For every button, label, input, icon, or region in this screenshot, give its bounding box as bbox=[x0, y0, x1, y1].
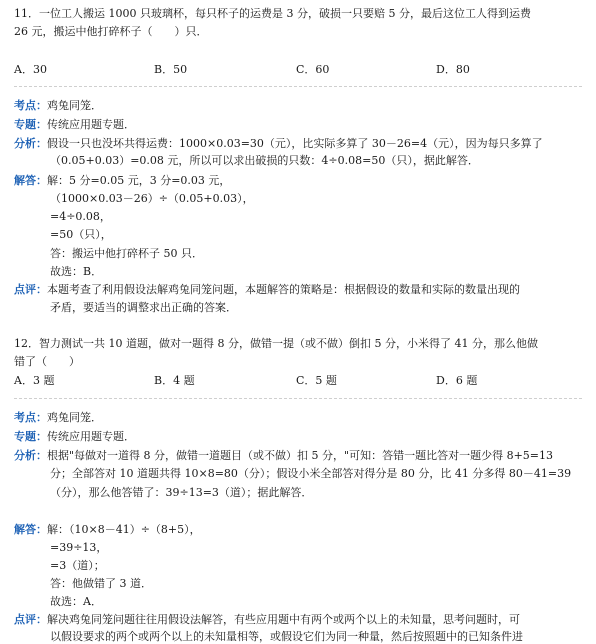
q12-fenxi-label: 分析： bbox=[14, 449, 47, 462]
q12-kaodian-text: 鸡兔同笼． bbox=[47, 411, 102, 424]
q12-jieda-line2: =39÷13， bbox=[50, 541, 108, 554]
q12-dianping-line1: 解决鸡兔同笼问题往往用假设法解答，有些应用题中有两个或两个以上的未知量，思考问题时，可 bbox=[47, 613, 520, 626]
q11-zhuanti-label: 专题： bbox=[14, 118, 47, 131]
q12-zhuanti-text: 传统应用题专题． bbox=[47, 430, 135, 443]
q12-kaodian bbox=[14, 410, 102, 425]
q11-zhuanti-text: 传统应用题专题． bbox=[47, 118, 135, 131]
q11-option-a: A．30 bbox=[14, 63, 47, 76]
q12-jieda-line5: 故选：A． bbox=[50, 595, 102, 608]
q11-fenxi-line1: 假设一只也没坏共得运费：1000×0.03=30（元），比实际多算了 30－26=4（元），因为每只多算了 bbox=[47, 137, 543, 150]
q12-jieda-label: 解答： bbox=[14, 523, 47, 536]
q11-jieda-label: 解答： bbox=[14, 174, 47, 187]
q11-option-b: B．50 bbox=[154, 63, 188, 76]
q12-zhuanti-label: 专题： bbox=[14, 430, 47, 443]
q11-jieda-line3: =4÷0.08， bbox=[50, 210, 111, 223]
q11-jieda-line4: =50（只）， bbox=[50, 228, 112, 241]
q12-dianping-label: 点评： bbox=[14, 613, 47, 626]
q12-fenxi-line3: （分），那么他答错了：39÷13=3（道）；据此解答． bbox=[50, 486, 313, 499]
q11-fenxi-label: 分析： bbox=[14, 137, 47, 150]
q11-stem-line1: 11．一位工人搬运 1000 只玻璃杯，每只杯子的运费是 3 分，破损一只要赔 5 分，最后这位工人得到运费 bbox=[14, 7, 531, 20]
q11-jieda-line5: 答：搬运中他打碎杯子 50 只． bbox=[50, 247, 203, 260]
q12-option-a: A．3 题 bbox=[14, 374, 55, 387]
q11-fenxi-line2: （0.05+0.03）=0.08 元，所以可以求出破损的只数：4÷0.08=50（只），据此解答． bbox=[50, 154, 479, 167]
q11-dianping-line1: 本题考查了利用假设法解鸡兔同笼问题，本题解答的策略是：根据假设的数量和实际的数量出现的 bbox=[47, 283, 520, 296]
q12-divider bbox=[14, 398, 582, 399]
q11-kaodian-text: 鸡兔同笼． bbox=[47, 99, 102, 112]
q11-dianping bbox=[14, 282, 520, 297]
q12-dianping bbox=[14, 612, 520, 627]
q11-kaodian-label: 考点： bbox=[14, 99, 47, 112]
q12-fenxi-line1: 根据"每做对一道得 8 分，做错一道题目（或不做）扣 5 分，"可知：答错一题比答对一题少得 8+5=13 bbox=[47, 449, 554, 462]
q12-fenxi-line2: 分；全部答对 10 道题共得 10×8=80（分）；假设小米全部答对得分是 80 分，比 41 分多得 80－41=39 bbox=[50, 467, 572, 480]
q12-jieda-line4: 答：他做错了 3 道． bbox=[50, 577, 152, 590]
q11-jieda bbox=[14, 173, 230, 188]
q11-jieda-line6: 故选：B． bbox=[50, 265, 103, 278]
q12-stem-line2: 错了（ ） bbox=[14, 355, 80, 368]
q12-jieda-line1: 解：（10×8－41）÷（8+5）， bbox=[47, 523, 201, 536]
q12-stem-line1: 12．智力测试一共 10 道题，做对一题得 8 分，做错一提（或不做）倒扣 5 分，小米得了 41 分，那么他做 bbox=[14, 337, 538, 350]
q12-zhuanti bbox=[14, 429, 135, 444]
q12-jieda-line3: =3（道）； bbox=[50, 559, 105, 572]
q12-fenxi bbox=[14, 448, 553, 463]
q12-dianping-line2: 以假设要求的两个或两个以上的未知量相等，或假设它们为同一种量，然后按照题中的已知条件进 bbox=[50, 630, 523, 643]
q12-option-d: D．6 题 bbox=[436, 374, 478, 387]
q11-zhuanti bbox=[14, 117, 135, 132]
q11-kaodian bbox=[14, 98, 102, 113]
q11-jieda-line2: （1000×0.03－26）÷（0.05+0.03）， bbox=[50, 192, 254, 205]
q11-divider bbox=[14, 86, 582, 87]
q11-dianping-label: 点评： bbox=[14, 283, 47, 296]
q11-option-c: C．60 bbox=[296, 63, 330, 76]
q12-jieda bbox=[14, 522, 201, 537]
q11-dianping-line2: 矛盾，要适当的调整求出正确的答案． bbox=[50, 301, 237, 314]
q11-option-d: D．80 bbox=[436, 63, 470, 76]
q11-jieda-line1: 解：5 分=0.05 元，3 分=0.03 元， bbox=[47, 174, 231, 187]
q12-option-c: C．5 题 bbox=[296, 374, 337, 387]
q12-kaodian-label: 考点： bbox=[14, 411, 47, 424]
q11-stem-line2: 26 元，搬运中他打碎杯子（ ）只． bbox=[14, 25, 208, 38]
q12-option-b: B．4 题 bbox=[154, 374, 195, 387]
q11-fenxi bbox=[14, 136, 543, 151]
